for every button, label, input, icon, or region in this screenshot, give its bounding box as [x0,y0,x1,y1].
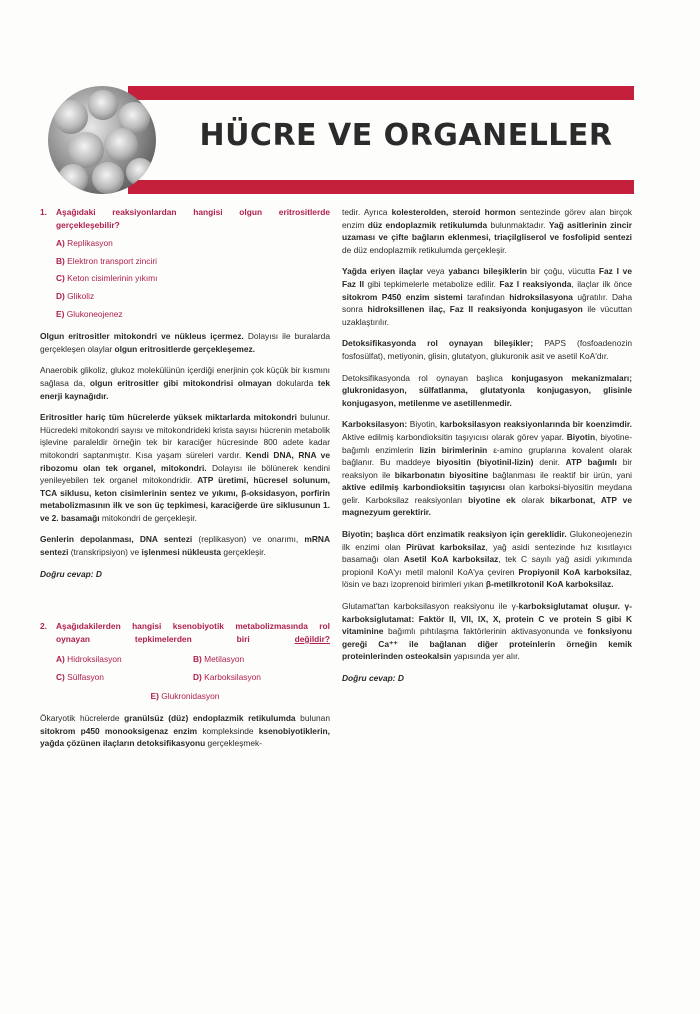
option-b[interactable]: B) Metilasyon [193,654,245,665]
question-stem: Aşağıdaki reaksiyonlardan hangisi olgun eritrositlerde gerçekleşebilir? [56,207,330,230]
explanation-paragraph: Genlerin depolanması, DNA sentezi (replikasyon) ve onarımı, mRNA sentezi (transkripsiyon) ve işlenmesi nükleusta gerçekleşir. [40,534,331,558]
explanation-paragraph: tedir. Ayrıca kolesterolden, steroid hormon sentezinde görev alan birçok enzim düz endoplazmik retikulumda bulunmaktadır. Yağ asitlerinin zincir uzaması ve çifte bağların eklenmesi, triaçilgliserol ve fosfolipid sentezi de düz endoplazmik retikulumda gerçekleşir. [342,207,632,255]
question-stem: Aşağıdakilerden hangisi ksenobiyotik metabolizmasında rol oynayan tepkimelerden biri değildir? [56,621,330,644]
cells-micrograph-icon [48,86,156,194]
option-b[interactable]: B) Elektron transport zinciri [56,255,158,266]
answer-options [56,237,330,320]
explanation-paragraph: Biyotin; başlıca dört enzimatik reaksiyon için gereklidir. Glukoneojenezin ilk enzimi olan Pirüvat karboksilaz, yağ asidi sentezinde hız kısıtlayıcı basamağı olan Asetil KoA karboksilaz, tek C sayılı yağ asidi yıkımında propionil KoA'yı metil malonil KoA'ya çeviren Propiyonil KoA karboksilaz, lösin ve bazı izoprenoid birimleri yıkan β-metilkrotonil KoA karboksilaz. [342,529,633,590]
explanation-paragraph: Yağda eriyen ilaçlar veya yabancı bileşiklerin bir çoğu, vücutta Faz I ve Faz II gibi tepkimelerle metabolize edilir. Faz I reaksiyonda, ilaçlar ilk önce sitokrom P450 enzim sistemi tarafından hidroksilasyona uğratılır. Daha sonra hidroksillenen ilaç, Faz II reaksiyonda konjugasyon ile vücuttan uzaklaştırılır. [342,266,633,327]
explanation-paragraph: Ökaryotik hücrelerde granülsüz (düz) endoplazmik retikulumda bulunan sitokrom p450 monooksigenaz enzim kompleksinde ksenobiyotiklerin, yağda çözünen ilaçların detoksifikasyonu gerçekleşmek- [40,713,330,749]
explanation-paragraph: Detoksifikasyonda rol oynayan başlıca konjugasyon mekanizmaları; glukronidasyon, sülfatlanma, glutatyonla konjugasyon, glisinle konjugasyon, metilenme ve asetillenmedir. [342,372,632,408]
question-number: 1. [40,207,47,217]
page-title: HÜCRE VE ORGANELLER [199,118,613,153]
explanation-paragraph: Detoksifikasyonda rol oynayan bileşikler; PAPS (fosfoadenozin fosfosülfat), metiyonin, glisin, glutatyon, glukuronik asit ve asetil KoA'dır. [342,338,632,361]
option-d[interactable]: D) Karboksilasyon [193,672,261,683]
option-c[interactable]: C) Sülfasyon [56,672,104,683]
explanation-paragraph: Karboksilasyon: Biyotin, karboksilasyon reaksiyonlarında bir koenzimdir. Aktive edilmiş karbondioksitin taşıyıcısı olarak görev yapar. Biyotin, biyotine-bağımlı enzimlerin lizin birimlerinin ε-amino gruplarına kovalent olarak bağlanır. Bu maddeye biyositin (biyotinil-lizin) denir. ATP bağımlı bir reaksiyon ile bikarbonatın biyositine bağlanması ile reaktif bir ürün, yani aktive edilmiş karbondioksitin taşıyıcısı olan karboksi-biyositin meydana gelir. Karboksilaz reaksiyonları biyotine ek olarak bikarbonat, ATP ve magnezyum gerektirir. [342,419,633,518]
header-top-bar [128,86,634,100]
right-column [342,206,632,685]
option-e[interactable]: E) Glukronidasyon [150,690,220,701]
option-e[interactable]: E) Glukoneojenez [56,308,123,319]
question-2 [40,620,330,645]
option-a[interactable]: A) Hidroksilasyon [56,654,122,665]
header-bottom-bar [128,180,634,194]
correct-answer: Doğru cevap: D [342,673,404,683]
option-c[interactable]: C) Keton cisimlerinin yıkımı [56,273,158,284]
explanation-paragraph: Olgun eritrositler mitokondri ve nükleus içermez. Dolayısı ile buralarda gerçekleşen olaylar olgun eritrositlerde gerçekleşemez. [40,331,330,354]
explanation-paragraph: Glutamat'tan karboksilasyon reaksiyonu ile γ-karboksiglutamat oluşur. γ-karboksiglutamat: Faktör II, VII, IX, X, protein C ve protein S gibi K vitaminine bağımlı pıhtılaşma faktörlerinin aktivasyonunda ve fonksiyonu gereği Ca⁺⁺ ile bağlanan diğer proteinlerin örneğin kemik proteinlerinden osteokalsin yapısında yer alır. [342,601,632,662]
correct-answer: Doğru cevap: D [40,568,102,579]
answer-options [56,653,330,683]
left-column [40,206,330,759]
option-d[interactable]: D) Glikoliz [56,290,95,301]
explanation-paragraph: Eritrositler hariç tüm hücrelerde yüksek miktarlarda mitokondri bulunur. Hücredeki mitokondri sayısı ve mitokondrideki krista sayısı hücrenin metabolik işlevine paraleldir örneğin tek bir karaciğer hücresinde 800 adete kadar mitokondri saptanmıştır. Kısa yaşam süreleri vardır. Kendi DNA, RNA ve ribozomu olan tek organel, mitokondri. Dolayısı ile bölünerek kendini yenileyebilen tek organel mitokondridir. ATP üretimi, hücresel solunum, TCA siklusu, keton cisimlerinin sentez ve yıkımı, β-oksidasyon, porfirin metabolizmasının ilk ve son üç tepkimesi, karaciğerde üre siklusunun 1. ve 2. basamağı mitokondri de gerçekleşir. [40,412,330,523]
option-a[interactable]: A) Replikasyon [56,238,113,249]
question-number: 2. [40,621,47,632]
question-1 [40,206,330,231]
explanation-paragraph: Anaerobik glikoliz, glukoz molekülünün içerdiği enerjinin çok küçük bir kısmını sağlasa da, olgun eritrositler gibi mitokondrisi olmayan dokularda tek enerji kaynağıdır. [40,365,331,401]
